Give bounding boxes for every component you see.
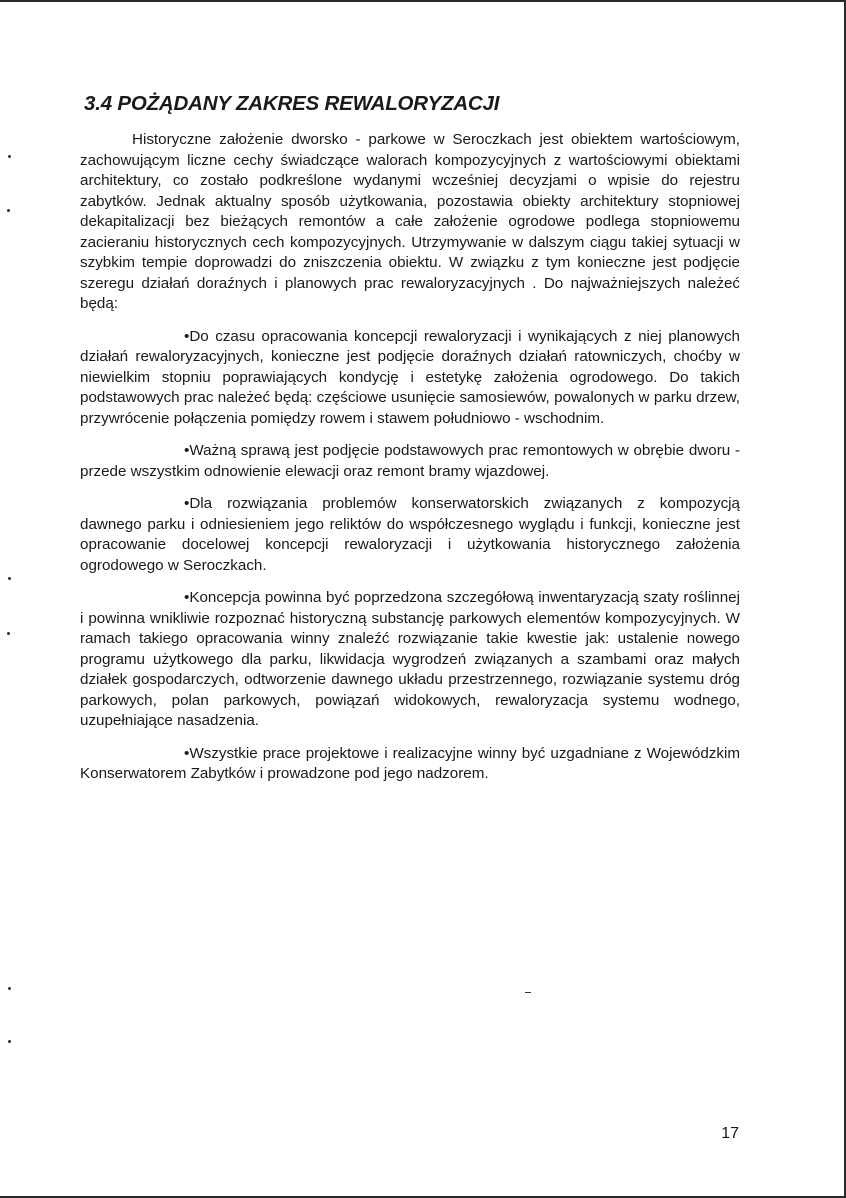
intro-paragraph: Historyczne założenie dworsko - parkowe w Seroczkach jest obiektem wartościowym, zachowującym liczne cechy świadczące walorach kompozycyjnych z wartościowymi obiektami architektury, co zostało podkreślone wydanymi wcześniej decyzjami o wpisie do rejestru zabytków. Jednak aktualny sposób użytkowania, pozostawia obiekty architektury stopniowej dekapitalizacji bez bieżących remontów a całe założenie ogrodowe podlega stopniowemu zacieraniu historycznych cech kompozycyjnych. Utrzymywanie w dalszym ciągu takiej sytuacji w szybkim tempie doprowadzi do zniszczenia obiektu. W związku z tym konieczne jest podjęcie szeregu działań doraźnych i planowych prac rewaloryzacyjnych . Do najważniejszych należeć będą: xyxy=(80,131,740,312)
scan-speck xyxy=(7,632,10,635)
bullet-icon: • xyxy=(184,442,190,459)
bullet-paragraph xyxy=(80,588,740,732)
scan-speck xyxy=(8,1040,11,1043)
bullet-text: Wszystkie prace projektowe i realizacyjne winny być uzgadniane z Wojewódzkim Konserwatorem Zabytków i prowadzone pod jego nadzorem. xyxy=(80,744,740,782)
bullet-paragraph xyxy=(80,327,740,430)
scan-speck xyxy=(525,992,531,993)
bullet-text: Dla rozwiązania problemów konserwatorskich związanych z kompozycją dawnego parku i odniesieniem jego reliktów do współczesnego wyglądu i funkcji, konieczne jest opracowanie docelowej koncepcji rewaloryzacji i użytkowania historycznego założenia ogrodowego w Seroczkach. xyxy=(80,495,740,574)
bullet-icon: • xyxy=(184,744,190,762)
bullet-text: Koncepcja powinna być poprzedzona szczegółową inwentaryzacją szaty roślinnej i powinna wnikliwie rozpoznać historyczną substancję parkowych elementów kompozycyjnych. W ramach takiego opracowania winny znaleźć rozwiązanie takie kwestie jak: ustalenie nowego programu użytkowego dla parku, likwidacja wygrodzeń związanych a szambami oraz małych działek gospodarczych, odtworzenie dawnego układu przestrzennego, rozwiązanie systemu dróg parkowych, polan parkowych, powiązań widokowych, rewaloryzacja systemu wodnego, uzupełniające nasadzenia. xyxy=(80,589,740,729)
bullet-paragraph xyxy=(80,744,740,785)
page-number: 17 xyxy=(721,1125,739,1142)
bullet-icon: • xyxy=(184,327,190,345)
page-top-edge xyxy=(0,0,846,2)
bullet-text: Ważną sprawą jest podjęcie podstawowych prac remontowych w obrębie dworu - przede wszystkim odnowienie elewacji oraz remont bramy wjazdowej. xyxy=(80,442,740,480)
scan-speck xyxy=(8,987,11,990)
document-body xyxy=(80,92,740,785)
bullet-icon: • xyxy=(184,495,190,512)
scan-speck xyxy=(8,577,11,580)
bullet-paragraph xyxy=(80,441,740,482)
bullet-paragraph xyxy=(80,494,740,576)
section-title: 3.4 POŻĄDANY ZAKRES REWALORYZACJI xyxy=(84,92,500,115)
scan-speck xyxy=(7,209,10,212)
scan-speck xyxy=(8,155,11,158)
bullet-icon: • xyxy=(184,589,190,606)
bullet-text: Do czasu opracowania koncepcji rewaloryzacji i wynikających z niej planowych działań rewaloryzacyjnych, konieczne jest podjęcie doraźnych działań ratowniczych, choćby w niewielkim stopniu poprawiających kondycję i estetykę założenia ogrodowego. Do takich podstawowych prac należeć będą: częściowe usunięcie samosiewów, powalonych w parku drzew, przywrócenie połączenia pomiędzy rowem i stawem południowo - wschodnim. xyxy=(80,327,740,427)
